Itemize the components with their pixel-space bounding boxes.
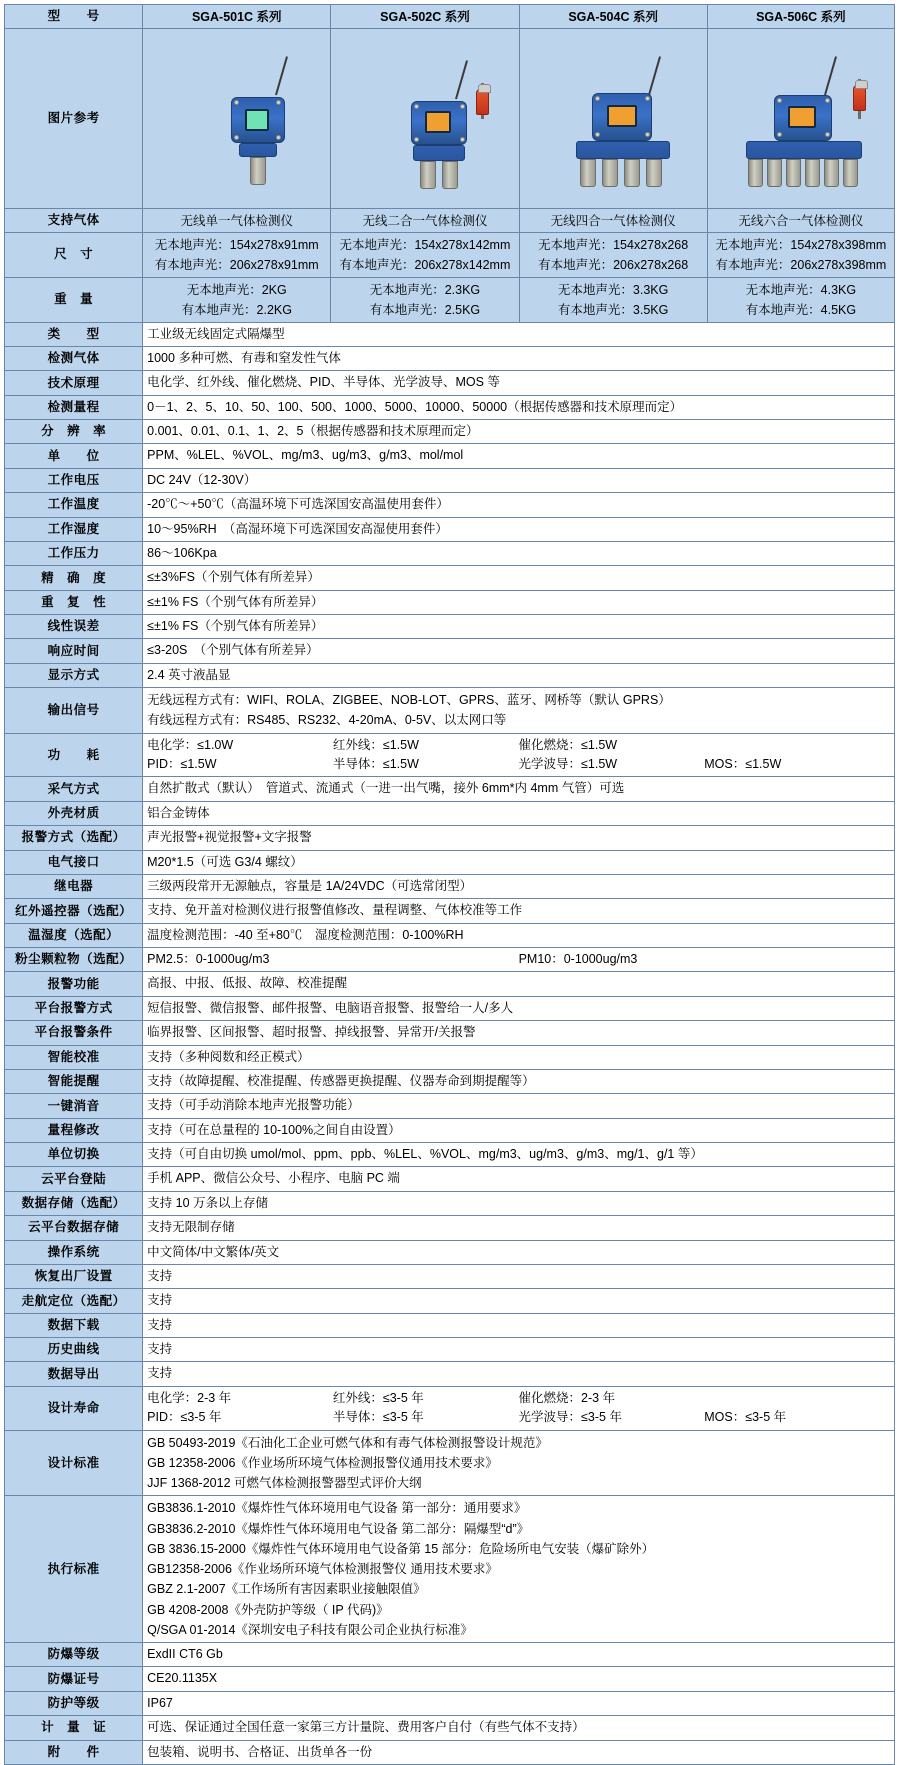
- row-value-data-export: 支持: [143, 1362, 895, 1386]
- lifetime-blank-1: [704, 1389, 890, 1408]
- row-value-metrology: 可选、保证通过全国任意一家第三方计量院、费用客户自付（有些气体不支持）: [143, 1716, 895, 1740]
- table-row: [5, 972, 895, 996]
- table-row: [5, 444, 895, 468]
- table-row: [5, 1069, 895, 1093]
- table-row: [5, 541, 895, 565]
- dust-pm25: PM2.5：0-1000ug/m3: [147, 952, 270, 966]
- row-value-display: 2.4 英寸液晶显: [143, 663, 895, 687]
- table-row: [5, 395, 895, 419]
- row-label-design-standard: 设计标准: [5, 1430, 143, 1496]
- row-value-smart-cal: 支持（多种阅数和经正模式）: [143, 1045, 895, 1069]
- row-value-work-temp: -20℃～+50℃（高温环境下可选深国安高温使用套件）: [143, 493, 895, 517]
- weight-506c: [707, 277, 894, 322]
- row-value-exec-standard: [143, 1496, 895, 1643]
- weight-506c-line2: 有本地声光：4.5KG: [745, 302, 857, 317]
- row-label-type: 类 型: [5, 322, 143, 346]
- row-value-ir-remote: 支持、免开盖对检测仪进行报警值修改、量程调整、气体校准等工作: [143, 899, 895, 923]
- row-label-metrology: 计 量 证: [5, 1716, 143, 1740]
- weight-504c: [519, 277, 707, 322]
- row-value-power: [143, 733, 895, 777]
- table-row: [5, 801, 895, 825]
- table-row: [5, 1167, 895, 1191]
- row-value-type: 工业级无线固定式隔爆型: [143, 322, 895, 346]
- row-label-relay: 继电器: [5, 874, 143, 898]
- size-506c-line2: 有本地声光：206x278x398mm: [715, 257, 887, 272]
- weight-502c-line1: 无本地声光：2.3KG: [369, 282, 481, 297]
- table-row: [5, 1191, 895, 1215]
- row-label-detect-gas: 检测气体: [5, 346, 143, 370]
- lifetime-line-2: [147, 1408, 890, 1427]
- row-label-factory-reset: 恢复出厂设置: [5, 1264, 143, 1288]
- row-label-image-ref: 图片参考: [5, 28, 143, 208]
- row-label-voltage: 工作电压: [5, 468, 143, 492]
- specification-table: [4, 4, 895, 1765]
- exec-standard-7: Q/SGA 01-2014《深圳安电子科技有限公司企业执行标准》: [147, 1622, 473, 1637]
- power-blank-1: [704, 736, 890, 755]
- weight-504c-line2: 有本地声光：3.5KG: [557, 302, 669, 317]
- table-row: [5, 1313, 895, 1337]
- output-line-1: 无线远程方式有：WIFI、ROLA、ZIGBEE、NOB-LOT、GPRS、蓝牙、网桥等（默认 GPRS）: [147, 693, 671, 708]
- size-506c-line1: 无本地声光：154x278x398mm: [715, 237, 887, 252]
- table-row: [5, 468, 895, 492]
- row-label-size: 尺 寸: [5, 232, 143, 277]
- table-row: [5, 850, 895, 874]
- table-row: [5, 371, 895, 395]
- row-value-alarm-func: 高报、中报、低报、故障、校准提醒: [143, 972, 895, 996]
- row-value-unit: PPM、%LEL、%VOL、mg/m3、ug/m3、g/m3、mol/mol: [143, 444, 895, 468]
- row-label-platform-alarm: 平台报警方式: [5, 996, 143, 1020]
- row-label-data-store: 数据存储（选配）: [5, 1191, 143, 1215]
- row-value-resolution: 0.001、0.01、0.1、1、2、5（根据传感器和技术原理而定）: [143, 420, 895, 444]
- design-standard-3: JJF 1368-2012 可燃气体检测报警器型式评价大纲: [147, 1476, 422, 1490]
- dust-line: [147, 950, 890, 969]
- support-gas-501c: 无线单一气体检测仪: [143, 208, 331, 232]
- row-label-range-edit: 量程修改: [5, 1118, 143, 1142]
- row-label-alarm-mode: 报警方式（选配）: [5, 826, 143, 850]
- table-row: [5, 420, 895, 444]
- row-label-ex-cert: 防爆证号: [5, 1667, 143, 1691]
- power-pid: PID：≤1.5W: [147, 757, 217, 771]
- size-502c-line2: 有本地声光：206x278x142mm: [339, 257, 511, 272]
- exec-standard-3: GB 3836.15-2000《爆炸性气体环境用电气设备第 15 部分：危险场所电气安装（爆矿除外）: [147, 1541, 655, 1556]
- design-standard-2: GB 12358-2006《作业场所环境气体检测报警仪通用技术要求》: [147, 1455, 498, 1470]
- power-electrochemical: 电化学：≤1.0W: [147, 737, 234, 752]
- row-label-alarm-func: 报警功能: [5, 972, 143, 996]
- table-row: [5, 1338, 895, 1362]
- lifetime-semiconductor: 半导体：≤3-5 年: [332, 1410, 424, 1425]
- device-image-506c: [707, 28, 894, 208]
- row-label-unit: 单 位: [5, 444, 143, 468]
- exec-standard-5: GBZ 2.1-2007《工作场所有害因素职业接触限值》: [147, 1582, 426, 1597]
- exec-standard-1: GB3836.1-2010《爆炸性气体环境用电气设备 第一部分：通用要求》: [147, 1501, 527, 1516]
- support-gas-502c: 无线二合一气体检测仪: [331, 208, 519, 232]
- exec-standard-6: GB 4208-2008《外壳防护等级（ IP 代码)》: [147, 1602, 389, 1617]
- power-line-2: [147, 755, 890, 774]
- row-value-ex-grade: ExdII CT6 Gb: [143, 1643, 895, 1667]
- table-row: [5, 1216, 895, 1240]
- row-value-range: 0－1、2、5、10、50、100、500、1000、5000、10000、50000（根据传感器和技术原理而定）: [143, 395, 895, 419]
- row-value-linearity: ≤±1% FS（个别气体有所差异）: [143, 615, 895, 639]
- row-value-work-press: 86～106Kpa: [143, 541, 895, 565]
- table-row: [5, 1240, 895, 1264]
- table-row: [5, 1740, 895, 1764]
- row-label-work-press: 工作压力: [5, 541, 143, 565]
- size-502c: [331, 232, 519, 277]
- row-label-linearity: 线性误差: [5, 615, 143, 639]
- row-label-exec-standard: 执行标准: [5, 1496, 143, 1643]
- device-image-504c: [519, 28, 707, 208]
- row-label-ir-remote: 红外遥控器（选配）: [5, 899, 143, 923]
- row-value-unit-switch: 支持（可自由切换 umol/mol、ppm、ppb、%LEL、%VOL、mg/m3、ug/m3、g/m3、mg/1、g/1 等）: [143, 1143, 895, 1167]
- dust-pm10: PM10：0-1000ug/m3: [518, 952, 638, 966]
- device-image-502c: [331, 28, 519, 208]
- row-value-tech: 电化学、红外线、催化燃烧、PID、半导体、光学波导、MOS 等: [143, 371, 895, 395]
- size-501c-line2: 有本地声光：206x278x91mm: [154, 257, 319, 272]
- weight-501c: [143, 277, 331, 322]
- row-value-gps: 支持: [143, 1289, 895, 1313]
- row-label-platform-cond: 平台报警条件: [5, 1021, 143, 1045]
- row-value-output: [143, 688, 895, 734]
- output-line-2: 有线远程方式有：RS485、RS232、4-20mA、0-5V、以太网口等: [147, 713, 507, 728]
- table-row: [5, 322, 895, 346]
- row-label-os: 操作系统: [5, 1240, 143, 1264]
- row-label-sampling: 采气方式: [5, 777, 143, 801]
- header-model-2: SGA-502C 系列: [331, 5, 519, 29]
- table-row: [5, 1691, 895, 1715]
- row-value-shell: 铝合金铸体: [143, 801, 895, 825]
- table-row: [5, 1045, 895, 1069]
- table-row: [5, 639, 895, 663]
- row-label-temp-humi: 温湿度（选配）: [5, 923, 143, 947]
- table-row: [5, 688, 895, 734]
- row-value-smart-remind: 支持（故障提醒、校准提醒、传感器更换提醒、仪器寿命到期提醒等）: [143, 1069, 895, 1093]
- exec-standard-2: GB3836.2-2010《爆炸性气体环境用电气设备 第二部分：隔爆型“d”》: [147, 1521, 530, 1536]
- row-label-response: 响应时间: [5, 639, 143, 663]
- weight-502c: [331, 277, 519, 322]
- row-label-weight: 重 量: [5, 277, 143, 322]
- row-label-data-export: 数据导出: [5, 1362, 143, 1386]
- row-label-tech: 技术原理: [5, 371, 143, 395]
- row-label-display: 显示方式: [5, 663, 143, 687]
- table-row: [5, 1143, 895, 1167]
- row-value-dust: [143, 948, 895, 972]
- table-row: [5, 1643, 895, 1667]
- power-optical: 光学波导：≤1.5W: [518, 757, 618, 771]
- table-row: [5, 346, 895, 370]
- table-row: [5, 663, 895, 687]
- row-label-range: 检测量程: [5, 395, 143, 419]
- row-label-dust: 粉尘颗粒物（选配）: [5, 948, 143, 972]
- lifetime-electrochemical: 电化学：2-3 年: [147, 1390, 232, 1405]
- row-label-accuracy: 精 确 度: [5, 566, 143, 590]
- header-model-4: SGA-506C 系列: [707, 5, 894, 29]
- row-value-ip-grade: IP67: [143, 1691, 895, 1715]
- size-501c-line1: 无本地声光：154x278x91mm: [154, 237, 319, 252]
- lifetime-mos: MOS：≤3-5 年: [704, 1410, 787, 1425]
- power-semiconductor: 半导体：≤1.5W: [332, 757, 419, 771]
- row-label-shell: 外壳材质: [5, 801, 143, 825]
- size-506c: [707, 232, 894, 277]
- weight-504c-line1: 无本地声光：3.3KG: [557, 282, 669, 297]
- row-value-platform-alarm: 短信报警、微信报警、邮件报警、电脑语音报警、报警给一人/多人: [143, 996, 895, 1020]
- table-row: [5, 948, 895, 972]
- lifetime-line-1: [147, 1389, 890, 1408]
- table-row: [5, 899, 895, 923]
- table-row: [5, 777, 895, 801]
- size-501c: [143, 232, 331, 277]
- lifetime-infrared: 红外线：≤3-5 年: [332, 1390, 424, 1405]
- row-value-lifetime: [143, 1386, 895, 1430]
- row-value-accuracy: ≤±3%FS（个别气体有所差异）: [143, 566, 895, 590]
- row-value-mute: 支持（可手动消除本地声光报警功能）: [143, 1094, 895, 1118]
- table-row: [5, 1094, 895, 1118]
- table-row: [5, 277, 895, 322]
- row-value-range-edit: 支持（可在总量程的 10-100%之间自由设置）: [143, 1118, 895, 1142]
- table-row: [5, 1386, 895, 1430]
- row-value-attachment: 包装箱、说明书、合格证、出货单各一份: [143, 1740, 895, 1764]
- row-value-data-store: 支持 10 万条以上存储: [143, 1191, 895, 1215]
- row-label-cloud-login: 云平台登陆: [5, 1167, 143, 1191]
- row-value-voltage: DC 24V（12-30V）: [143, 468, 895, 492]
- header-model-3: SGA-504C 系列: [519, 5, 707, 29]
- exec-standard-4: GB12358-2006《作业场所环境气体检测报警仪 通用技术要求》: [147, 1562, 498, 1576]
- row-label-elec-port: 电气接口: [5, 850, 143, 874]
- weight-502c-line2: 有本地声光：2.5KG: [369, 302, 481, 317]
- power-infrared: 红外线：≤1.5W: [332, 737, 419, 752]
- header-label-model: 型 号: [5, 5, 143, 29]
- size-504c-line2: 有本地声光：206x278x268: [538, 257, 689, 272]
- row-value-elec-port: M20*1.5（可选 G3/4 螺纹）: [143, 850, 895, 874]
- row-value-ex-cert: CE20.1135X: [143, 1667, 895, 1691]
- table-row: [5, 590, 895, 614]
- row-label-output: 输出信号: [5, 688, 143, 734]
- table-row: [5, 996, 895, 1020]
- weight-501c-line2: 有本地声光：2.2KG: [181, 302, 292, 317]
- row-label-lifetime: 设计寿命: [5, 1386, 143, 1430]
- table-row: [5, 826, 895, 850]
- row-label-support-gas: 支持气体: [5, 208, 143, 232]
- support-gas-506c: 无线六合一气体检测仪: [707, 208, 894, 232]
- row-label-cloud-store: 云平台数据存储: [5, 1216, 143, 1240]
- row-label-smart-remind: 智能提醒: [5, 1069, 143, 1093]
- table-row: [5, 615, 895, 639]
- table-row: [5, 493, 895, 517]
- size-504c: [519, 232, 707, 277]
- device-image-501c: [143, 28, 331, 208]
- table-row: [5, 1118, 895, 1142]
- design-standard-1: GB 50493-2019《石油化工企业可燃气体和有毒气体检测报警设计规范》: [147, 1435, 548, 1450]
- table-row: [5, 874, 895, 898]
- lifetime-optical: 光学波导：≤3-5 年: [518, 1410, 622, 1425]
- row-value-platform-cond: 临界报警、区间报警、超时报警、掉线报警、异常开/关报警: [143, 1021, 895, 1045]
- row-label-work-temp: 工作温度: [5, 493, 143, 517]
- header-model-1: SGA-501C 系列: [143, 5, 331, 29]
- table-row: [5, 1667, 895, 1691]
- row-label-attachment: 附 件: [5, 1740, 143, 1764]
- row-value-temp-humi: 温度检测范围：-40 至+80℃ 湿度检测范围：0-100%RH: [143, 923, 895, 947]
- row-label-history-curve: 历史曲线: [5, 1338, 143, 1362]
- table-row: [5, 1362, 895, 1386]
- spec-sheet-page: [0, 4, 899, 1765]
- row-value-work-humi: 10～95%RH （高湿环境下可选深国安高湿使用套件）: [143, 517, 895, 541]
- table-row: [5, 923, 895, 947]
- row-value-detect-gas: 1000 多种可燃、有毒和窒发性气体: [143, 346, 895, 370]
- power-catalytic: 催化燃烧：≤1.5W: [518, 737, 618, 752]
- table-row: [5, 1716, 895, 1740]
- row-value-factory-reset: 支持: [143, 1264, 895, 1288]
- row-value-design-standard: [143, 1430, 895, 1496]
- row-value-cloud-store: 支持无限制存储: [143, 1216, 895, 1240]
- row-value-sampling: 自然扩散式（默认） 管道式、流通式（一进一出气嘴，接外 6mm*内 4mm 气管）可选: [143, 777, 895, 801]
- row-label-unit-switch: 单位切换: [5, 1143, 143, 1167]
- row-value-alarm-mode: 声光报警+视觉报警+文字报警: [143, 826, 895, 850]
- row-label-gps: 走航定位（选配）: [5, 1289, 143, 1313]
- row-label-power: 功 耗: [5, 733, 143, 777]
- table-row: [5, 733, 895, 777]
- table-row: [5, 1289, 895, 1313]
- table-row: [5, 1430, 895, 1496]
- support-gas-504c: 无线四合一气体检测仪: [519, 208, 707, 232]
- row-value-os: 中文简体/中文繁体/英文: [143, 1240, 895, 1264]
- weight-506c-line1: 无本地声光：4.3KG: [745, 282, 857, 297]
- size-502c-line1: 无本地声光：154x278x142mm: [339, 237, 511, 252]
- row-value-cloud-login: 手机 APP、微信公众号、小程序、电脑 PC 端: [143, 1167, 895, 1191]
- table-row: [5, 1021, 895, 1045]
- row-label-ip-grade: 防护等级: [5, 1691, 143, 1715]
- table-row: [5, 1496, 895, 1643]
- table-row: [5, 566, 895, 590]
- table-header-row: [5, 5, 895, 29]
- size-504c-line1: 无本地声光：154x278x268: [538, 237, 689, 252]
- row-value-repeat: ≤±1% FS（个别气体有所差异）: [143, 590, 895, 614]
- row-label-data-download: 数据下载: [5, 1313, 143, 1337]
- row-label-work-humi: 工作湿度: [5, 517, 143, 541]
- table-row: [5, 208, 895, 232]
- power-line-1: [147, 736, 890, 755]
- table-row: [5, 1264, 895, 1288]
- power-mos: MOS：≤1.5W: [704, 757, 782, 771]
- table-row: [5, 517, 895, 541]
- row-label-repeat: 重 复 性: [5, 590, 143, 614]
- row-value-history-curve: 支持: [143, 1338, 895, 1362]
- row-label-resolution: 分 辨 率: [5, 420, 143, 444]
- weight-501c-line1: 无本地声光：2KG: [186, 282, 287, 297]
- table-row: [5, 232, 895, 277]
- row-label-mute: 一键消音: [5, 1094, 143, 1118]
- lifetime-pid: PID：≤3-5 年: [147, 1410, 222, 1425]
- row-label-ex-grade: 防爆等级: [5, 1643, 143, 1667]
- row-value-relay: 三级两段常开无源触点，容量是 1A/24VDC（可选常闭型）: [143, 874, 895, 898]
- row-value-data-download: 支持: [143, 1313, 895, 1337]
- table-row: [5, 28, 895, 208]
- row-value-response: ≤3-20S （个别气体有所差异）: [143, 639, 895, 663]
- lifetime-catalytic: 催化燃烧：2-3 年: [518, 1390, 616, 1405]
- row-label-smart-cal: 智能校准: [5, 1045, 143, 1069]
